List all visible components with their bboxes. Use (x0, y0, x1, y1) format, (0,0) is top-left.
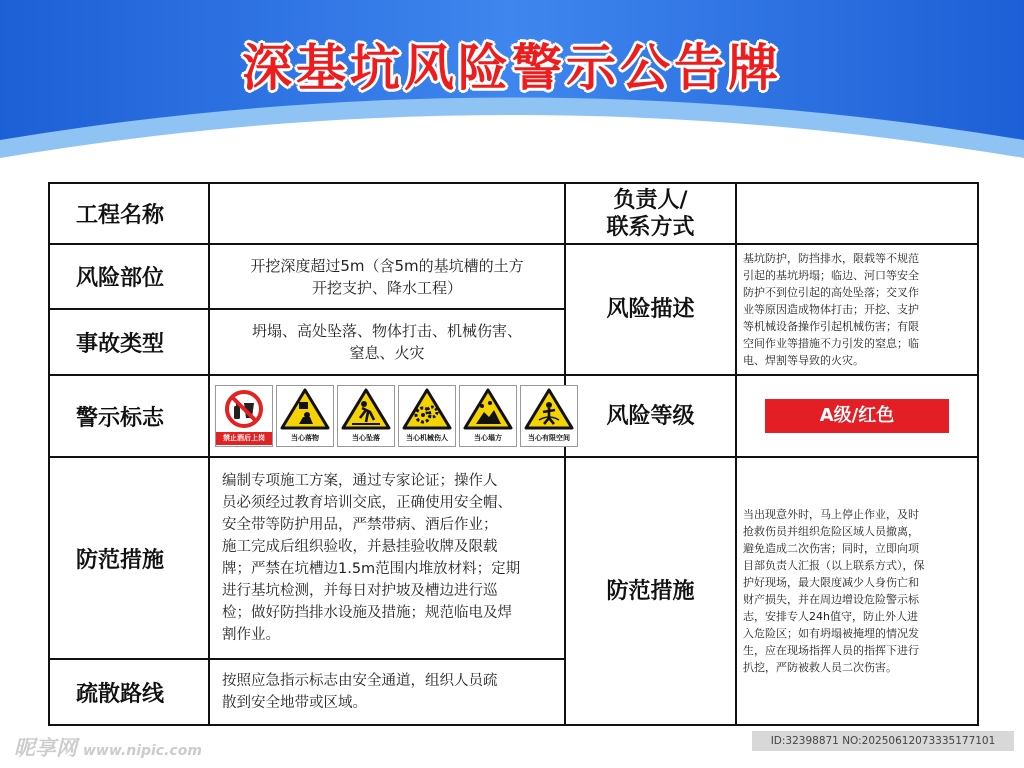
sign-falling-objects (276, 385, 334, 447)
sign-confined-space (520, 385, 578, 447)
sign-no-drinking (215, 385, 273, 447)
sign-caption: 当心机械伤人 (406, 434, 448, 442)
accident-type-label: 事故类型 (49, 309, 209, 375)
sign-fall-hazard (337, 385, 395, 447)
sign-caption: 当心塌方 (474, 434, 502, 442)
warning-signs-cell (209, 375, 570, 457)
risk-location-label: 风险部位 (49, 244, 209, 309)
risk-desc-value: 基坑防护，防挡排水，限载等不规范 引起的基坑坍塌；临边、河口等安全 防护不到位引起的高处坠落；交叉作 业等原因造成物体打击；开挖、支护 等机械设备操作引起机械伤害；有限 空间作业等措施不力引发的窒息；临 电、焊割等导致的火灾。 (736, 244, 978, 375)
sign-caption: 当心落物 (291, 434, 319, 442)
contact-value (736, 183, 978, 244)
contact-label: 负责人/ 联系方式 (565, 183, 736, 244)
sign-caption: 当心有限空间 (528, 434, 570, 442)
evacuation-value: 按照应急指示标志由安全通道，组织人员疏 散到安全地带或区域。 (209, 659, 565, 725)
risk-location-value: 开挖深度超过5m（含5m的基坑槽的土方 开挖支护、降水工程） (209, 244, 565, 309)
prevention-value: 编制专项施工方案，通过专家论证；操作人 员必须经过教育培训交底，正确使用安全帽、 安全带等防护用品，严禁带病、酒后作业； 施工完成后组织验收，并悬挂验收牌及限载 牌；严禁在坑槽边1.5m范围内堆放材料；定期 进行基坑检测，并每日对护坡及槽边进行巡 检；做好防挡排水设施及措施；规范临电及焊 割作业。 (209, 457, 565, 659)
machinery-hazard-icon (399, 386, 455, 432)
accident-type-value: 坍塌、高处坠落、物体打击、机械伤害、 窒息、火灾 (209, 309, 565, 375)
watermark-url: www.nipic.com (83, 743, 202, 759)
watermark-id: ID:32398871 NO:20250612073335177101 (752, 731, 1014, 751)
page-title: 深基坑风险警示公告牌 (242, 39, 782, 97)
risk-desc-label: 风险描述 (565, 244, 736, 375)
no-drinking-icon (216, 386, 272, 432)
risk-level-label: 风险等级 (565, 375, 736, 457)
emergency-measures-value: 当出现意外时，马上停止作业，及时 抢救伤员并组织危险区域人员撤离， 避免造成二次伤害；同时，立即向项 目部负责人汇报（以上联系方式），保 护好现场，最大限度减少人身伤亡和 财产损失，并在周边增设危险警示标 志，安排专人24h值守，防止外人进 入危险区；如有坍塌被掩埋的情况发 生，应在现场指挥人员的指挥下进行 扒挖，严防被救人员二次伤害。 (736, 457, 978, 725)
falling-objects-icon (277, 386, 333, 432)
risk-level-badge: A级/红色 (765, 399, 949, 433)
info-table (48, 182, 979, 726)
prevention-label: 防范措施 (49, 457, 209, 659)
project-name-value (209, 183, 565, 244)
risk-level-cell (736, 375, 978, 457)
watermark-logo: 昵享网 www.nipic.com (14, 736, 202, 760)
collapse-hazard-icon (460, 386, 516, 432)
sign-machinery-hazard (398, 385, 456, 447)
confined-space-icon (521, 386, 577, 432)
project-name-label: 工程名称 (49, 183, 209, 244)
sign-caption: 禁止酒后上岗 (216, 432, 272, 445)
evacuation-label: 疏散路线 (49, 659, 209, 725)
fall-hazard-icon (338, 386, 394, 432)
emergency-measures-label: 防范措施 (565, 457, 736, 725)
sign-collapse-hazard (459, 385, 517, 447)
warning-signs-label: 警示标志 (49, 375, 209, 457)
sign-caption: 当心坠落 (352, 434, 380, 442)
